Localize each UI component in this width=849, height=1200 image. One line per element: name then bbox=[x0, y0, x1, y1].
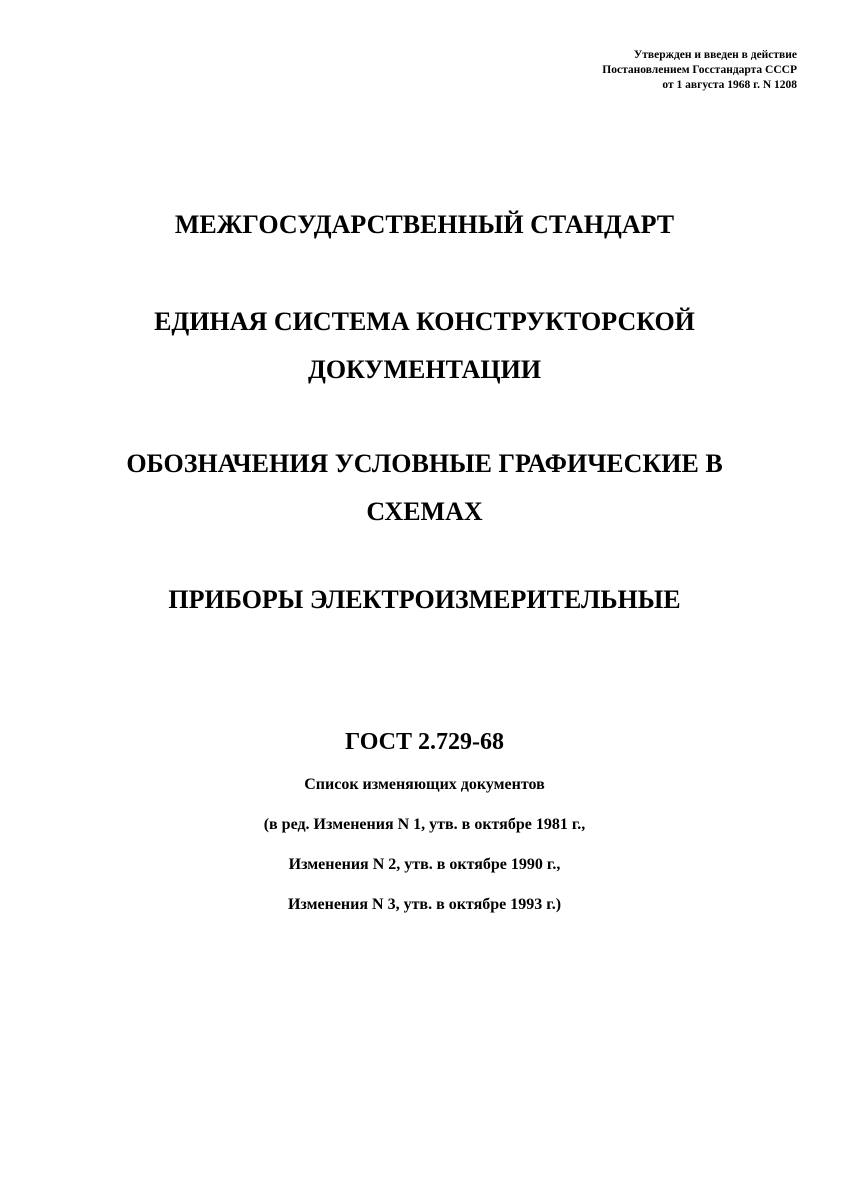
designation-title-line-1: ОБОЗНАЧЕНИЯ УСЛОВНЫЕ ГРАФИЧЕСКИЕ В bbox=[126, 449, 723, 478]
designation-title-line-2: СХЕМАХ bbox=[366, 497, 483, 526]
gost-number bbox=[0, 725, 849, 759]
system-title bbox=[0, 298, 849, 394]
change-item-1: (в ред. Изменения N 1, утв. в октябре 1981 г., bbox=[263, 816, 586, 833]
approval-line-2: Постановлением Госстандарта СССР bbox=[602, 64, 797, 76]
interstate-standard-title bbox=[0, 205, 849, 245]
interstate-standard-text: МЕЖГОСУДАРСТВЕННЫЙ СТАНДАРТ bbox=[174, 210, 675, 239]
approval-note bbox=[602, 48, 797, 93]
gost-number-text: ГОСТ 2.729-68 bbox=[345, 729, 504, 755]
change-item-3: Изменения N 3, утв. в октябре 1993 г.) bbox=[287, 896, 562, 913]
changes-list bbox=[0, 775, 849, 935]
designation-title bbox=[0, 440, 849, 536]
changes-heading: Список изменяющих документов bbox=[304, 776, 545, 793]
system-title-line-2: ДОКУМЕНТАЦИИ bbox=[307, 355, 542, 384]
approval-line-3: от 1 августа 1968 г. N 1208 bbox=[662, 79, 797, 91]
instruments-title bbox=[0, 580, 849, 620]
system-title-line-1: ЕДИНАЯ СИСТЕМА КОНСТРУКТОРСКОЙ bbox=[154, 307, 695, 336]
change-item-2: Изменения N 2, утв. в октябре 1990 г., bbox=[288, 856, 561, 873]
instruments-title-text: ПРИБОРЫ ЭЛЕКТРОИЗМЕРИТЕЛЬНЫЕ bbox=[168, 585, 681, 614]
approval-line-1: Утвержден и введен в действие bbox=[633, 49, 797, 61]
